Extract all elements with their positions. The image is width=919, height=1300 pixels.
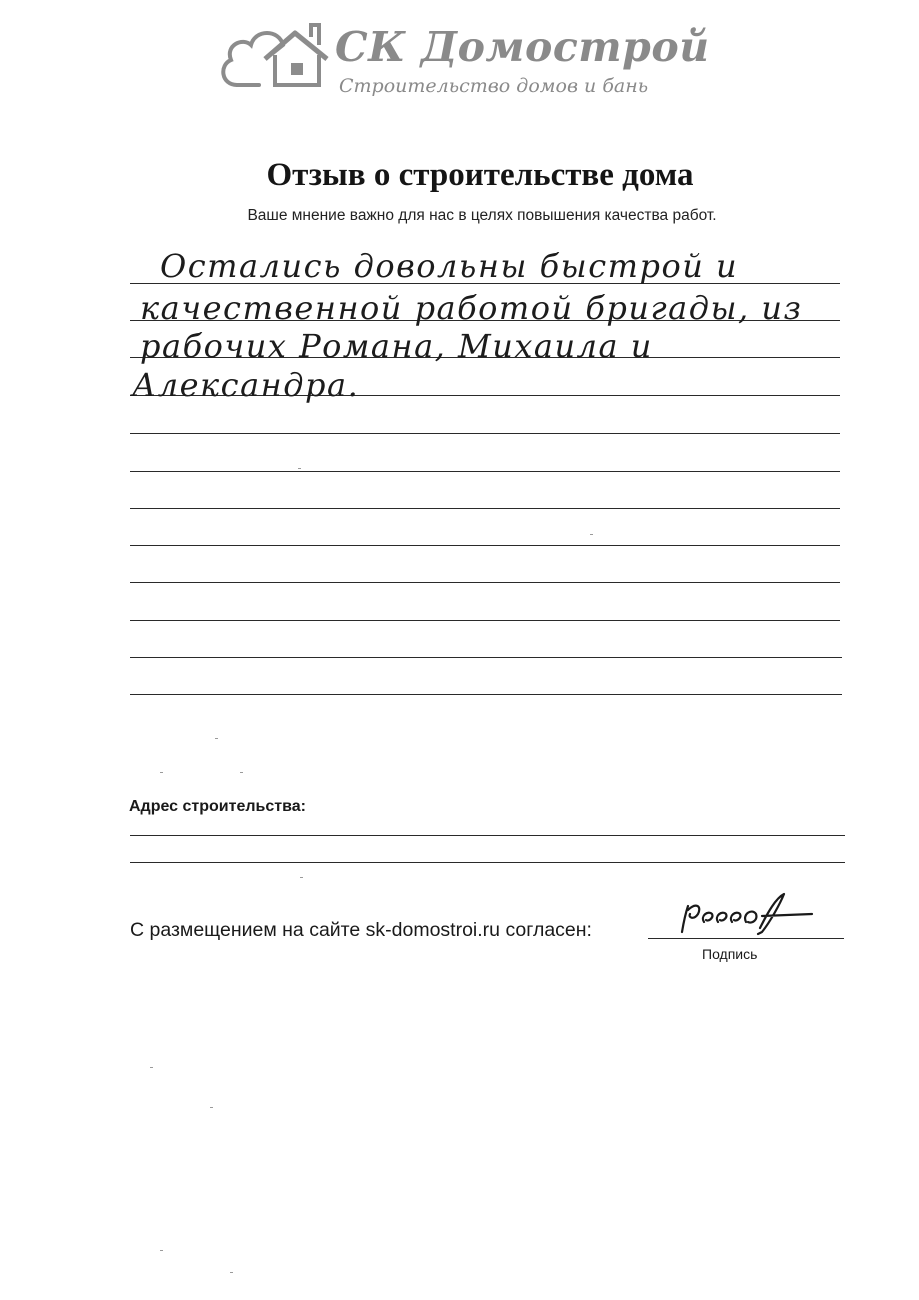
ruled-line xyxy=(130,657,842,658)
review-text-line: Александра. xyxy=(132,366,360,404)
scan-speck xyxy=(230,1272,233,1273)
ruled-line xyxy=(130,582,840,583)
address-line xyxy=(130,862,845,863)
company-tagline: Строительство домов и бань xyxy=(339,75,649,97)
review-text-line: рабочих Романа, Михаила и xyxy=(140,327,653,365)
publication-consent-text: С размещением на сайте sk-domostroi.ru согласен: xyxy=(130,919,592,941)
scan-speck xyxy=(590,534,593,535)
ruled-line xyxy=(130,620,840,621)
company-logo xyxy=(215,15,710,110)
address-line xyxy=(130,835,845,836)
ruled-line xyxy=(130,471,840,472)
handwritten-signature xyxy=(672,892,822,940)
review-text-line: Остались довольны быстрой и xyxy=(160,247,739,285)
cloud-house-icon xyxy=(215,15,345,105)
ruled-line xyxy=(130,545,840,546)
review-text-line: качественной работой бригады, из xyxy=(140,289,803,327)
scan-speck xyxy=(150,1067,153,1068)
company-name: СК Домострой xyxy=(335,23,710,71)
ruled-line xyxy=(130,694,842,695)
scan-speck xyxy=(298,468,301,469)
ruled-line xyxy=(130,433,840,434)
scan-speck xyxy=(300,877,303,878)
scan-speck xyxy=(240,772,243,773)
ruled-line xyxy=(130,508,840,509)
scan-speck xyxy=(160,772,163,773)
address-label: Адрес строительства: xyxy=(129,798,306,815)
page-subtitle: Ваше мнение важно для нас в целях повышения качества работ. xyxy=(247,207,717,224)
signature-caption: Подпись xyxy=(702,946,758,962)
scan-speck xyxy=(210,1107,213,1108)
scan-speck xyxy=(215,738,218,739)
scan-speck xyxy=(160,1250,163,1251)
page-title: Отзыв о строительстве дома xyxy=(266,157,694,193)
